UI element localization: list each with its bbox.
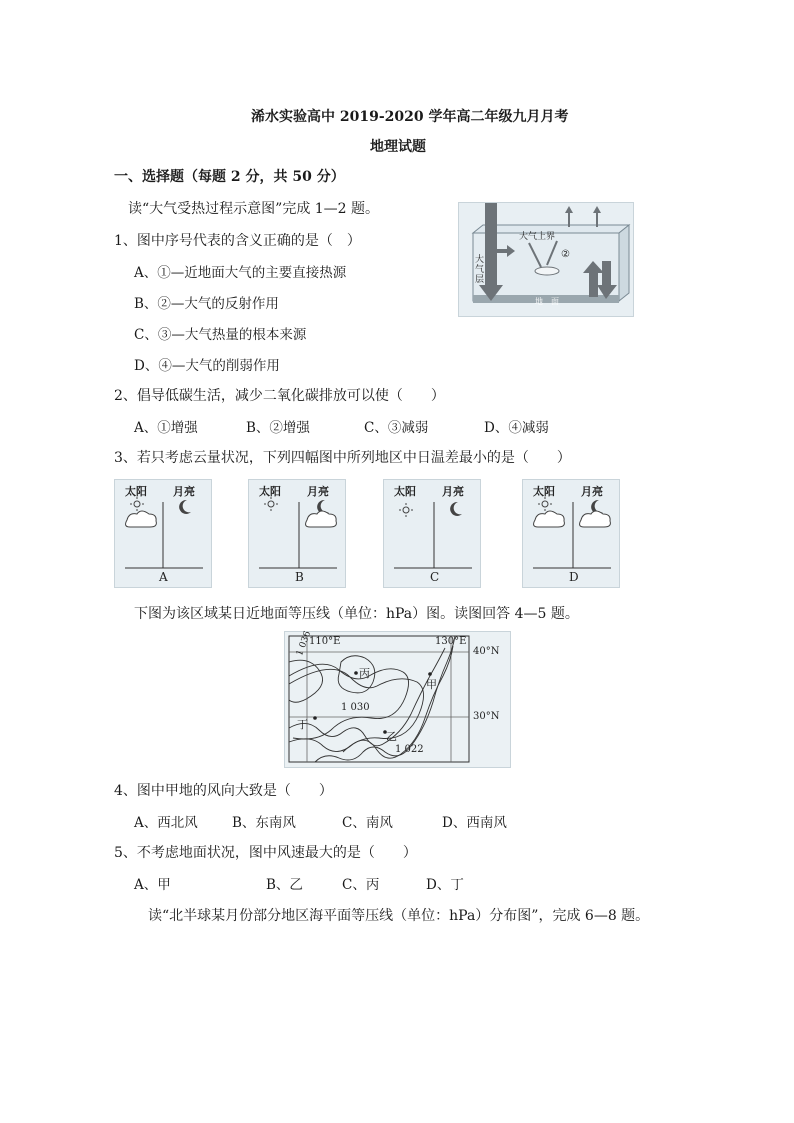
- marker-2-label: ②: [561, 249, 570, 260]
- atmosphere-layer-label: 大气层: [475, 255, 485, 285]
- q2-option-d: D、④减弱: [484, 420, 549, 436]
- sun-label: 太阳: [533, 485, 555, 498]
- place-yi-label: 乙: [386, 730, 397, 743]
- lon-110-label: 110°E: [309, 636, 341, 647]
- place-ding-label: 丁: [297, 718, 308, 731]
- lon-130-label: 130°E: [435, 636, 467, 647]
- cloud-panel-a: [114, 479, 212, 588]
- intro-q1-2: 读“大气受热过程示意图”完成 1—2 题。: [128, 201, 380, 217]
- panel-a-label: A: [159, 570, 168, 584]
- place-bing-label: 丙: [359, 667, 370, 680]
- q4-option-c: C、南风: [342, 815, 393, 831]
- sun-label: 太阳: [394, 485, 416, 498]
- atmosphere-heating-figure: [458, 202, 634, 317]
- q4-stem: 4、图中甲地的风向大致是（ ）: [114, 783, 333, 799]
- exam-subtitle: 地理试题: [370, 139, 426, 155]
- moon-label: 月亮: [581, 485, 603, 498]
- q1-stem: 1、图中序号代表的含义正确的是（ ）: [114, 233, 361, 249]
- q1-option-c: C、③—大气热量的根本来源: [134, 327, 307, 343]
- isobar-map-figure: [284, 631, 511, 768]
- cloud-panel-d: [522, 479, 620, 588]
- lat-40-label: 40°N: [473, 646, 500, 657]
- q5-option-a: A、甲: [134, 877, 171, 893]
- ground-label: 地 面: [535, 297, 559, 306]
- q1-option-d: D、④—大气的削弱作用: [134, 358, 280, 374]
- q3-stem: 3、若只考虑云量状况，下列四幅图中所列地区中日温差最小的是（ ）: [114, 450, 571, 466]
- panel-c-label: C: [430, 570, 440, 584]
- q2-stem: 2、倡导低碳生活，减少二氧化碳排放可以使（ ）: [114, 388, 445, 404]
- q4-option-d: D、西南风: [442, 815, 507, 831]
- isobar-1022-label: 1 022: [395, 744, 424, 755]
- moon-label: 月亮: [307, 485, 329, 498]
- section-heading: 一、选择题（每题 2 分，共 50 分）: [114, 169, 345, 185]
- panel-d-label: D: [569, 570, 579, 584]
- q5-option-d: D、丁: [426, 877, 464, 893]
- q4-option-b: B、东南风: [232, 815, 296, 831]
- q2-option-c: C、③减弱: [364, 420, 429, 436]
- sun-label: 太阳: [125, 485, 147, 498]
- panel-b-label: B: [295, 570, 304, 584]
- lat-30-label: 30°N: [473, 711, 500, 722]
- place-jia-label: 甲: [426, 678, 437, 691]
- q5-option-c: C、丙: [342, 877, 380, 893]
- q4-option-a: A、西北风: [134, 815, 198, 831]
- q2-option-a: A、①增强: [134, 420, 198, 436]
- q2-option-b: B、②增强: [246, 420, 310, 436]
- intro-q4-5: 下图为该区域某日近地面等压线（单位：hPa）图。读图回答 4—5 题。: [134, 606, 579, 622]
- moon-label: 月亮: [442, 485, 464, 498]
- intro-q6-8: 读“北半球某月份部分地区海平面等压线（单位：hPa）分布图”，完成 6—8 题。: [148, 908, 650, 924]
- sun-label: 太阳: [259, 485, 281, 498]
- moon-label: 月亮: [173, 485, 195, 498]
- atmosphere-upper-label: 大气上界: [519, 232, 556, 242]
- q1-option-a: A、①—近地面大气的主要直接热源: [134, 265, 347, 281]
- isobar-1030-label: 1 030: [341, 702, 370, 713]
- isobar-1036-label: 1 036: [295, 629, 314, 658]
- q5-option-b: B、乙: [266, 877, 303, 893]
- q5-stem: 5、不考虑地面状况，图中风速最大的是（ ）: [114, 845, 417, 861]
- q1-option-b: B、②—大气的反射作用: [134, 296, 279, 312]
- cloud-panel-b: [248, 479, 346, 588]
- exam-title: 浠水实验高中 2019-2020 学年高二年级九月月考: [251, 109, 569, 125]
- cloud-panel-c: [383, 479, 481, 588]
